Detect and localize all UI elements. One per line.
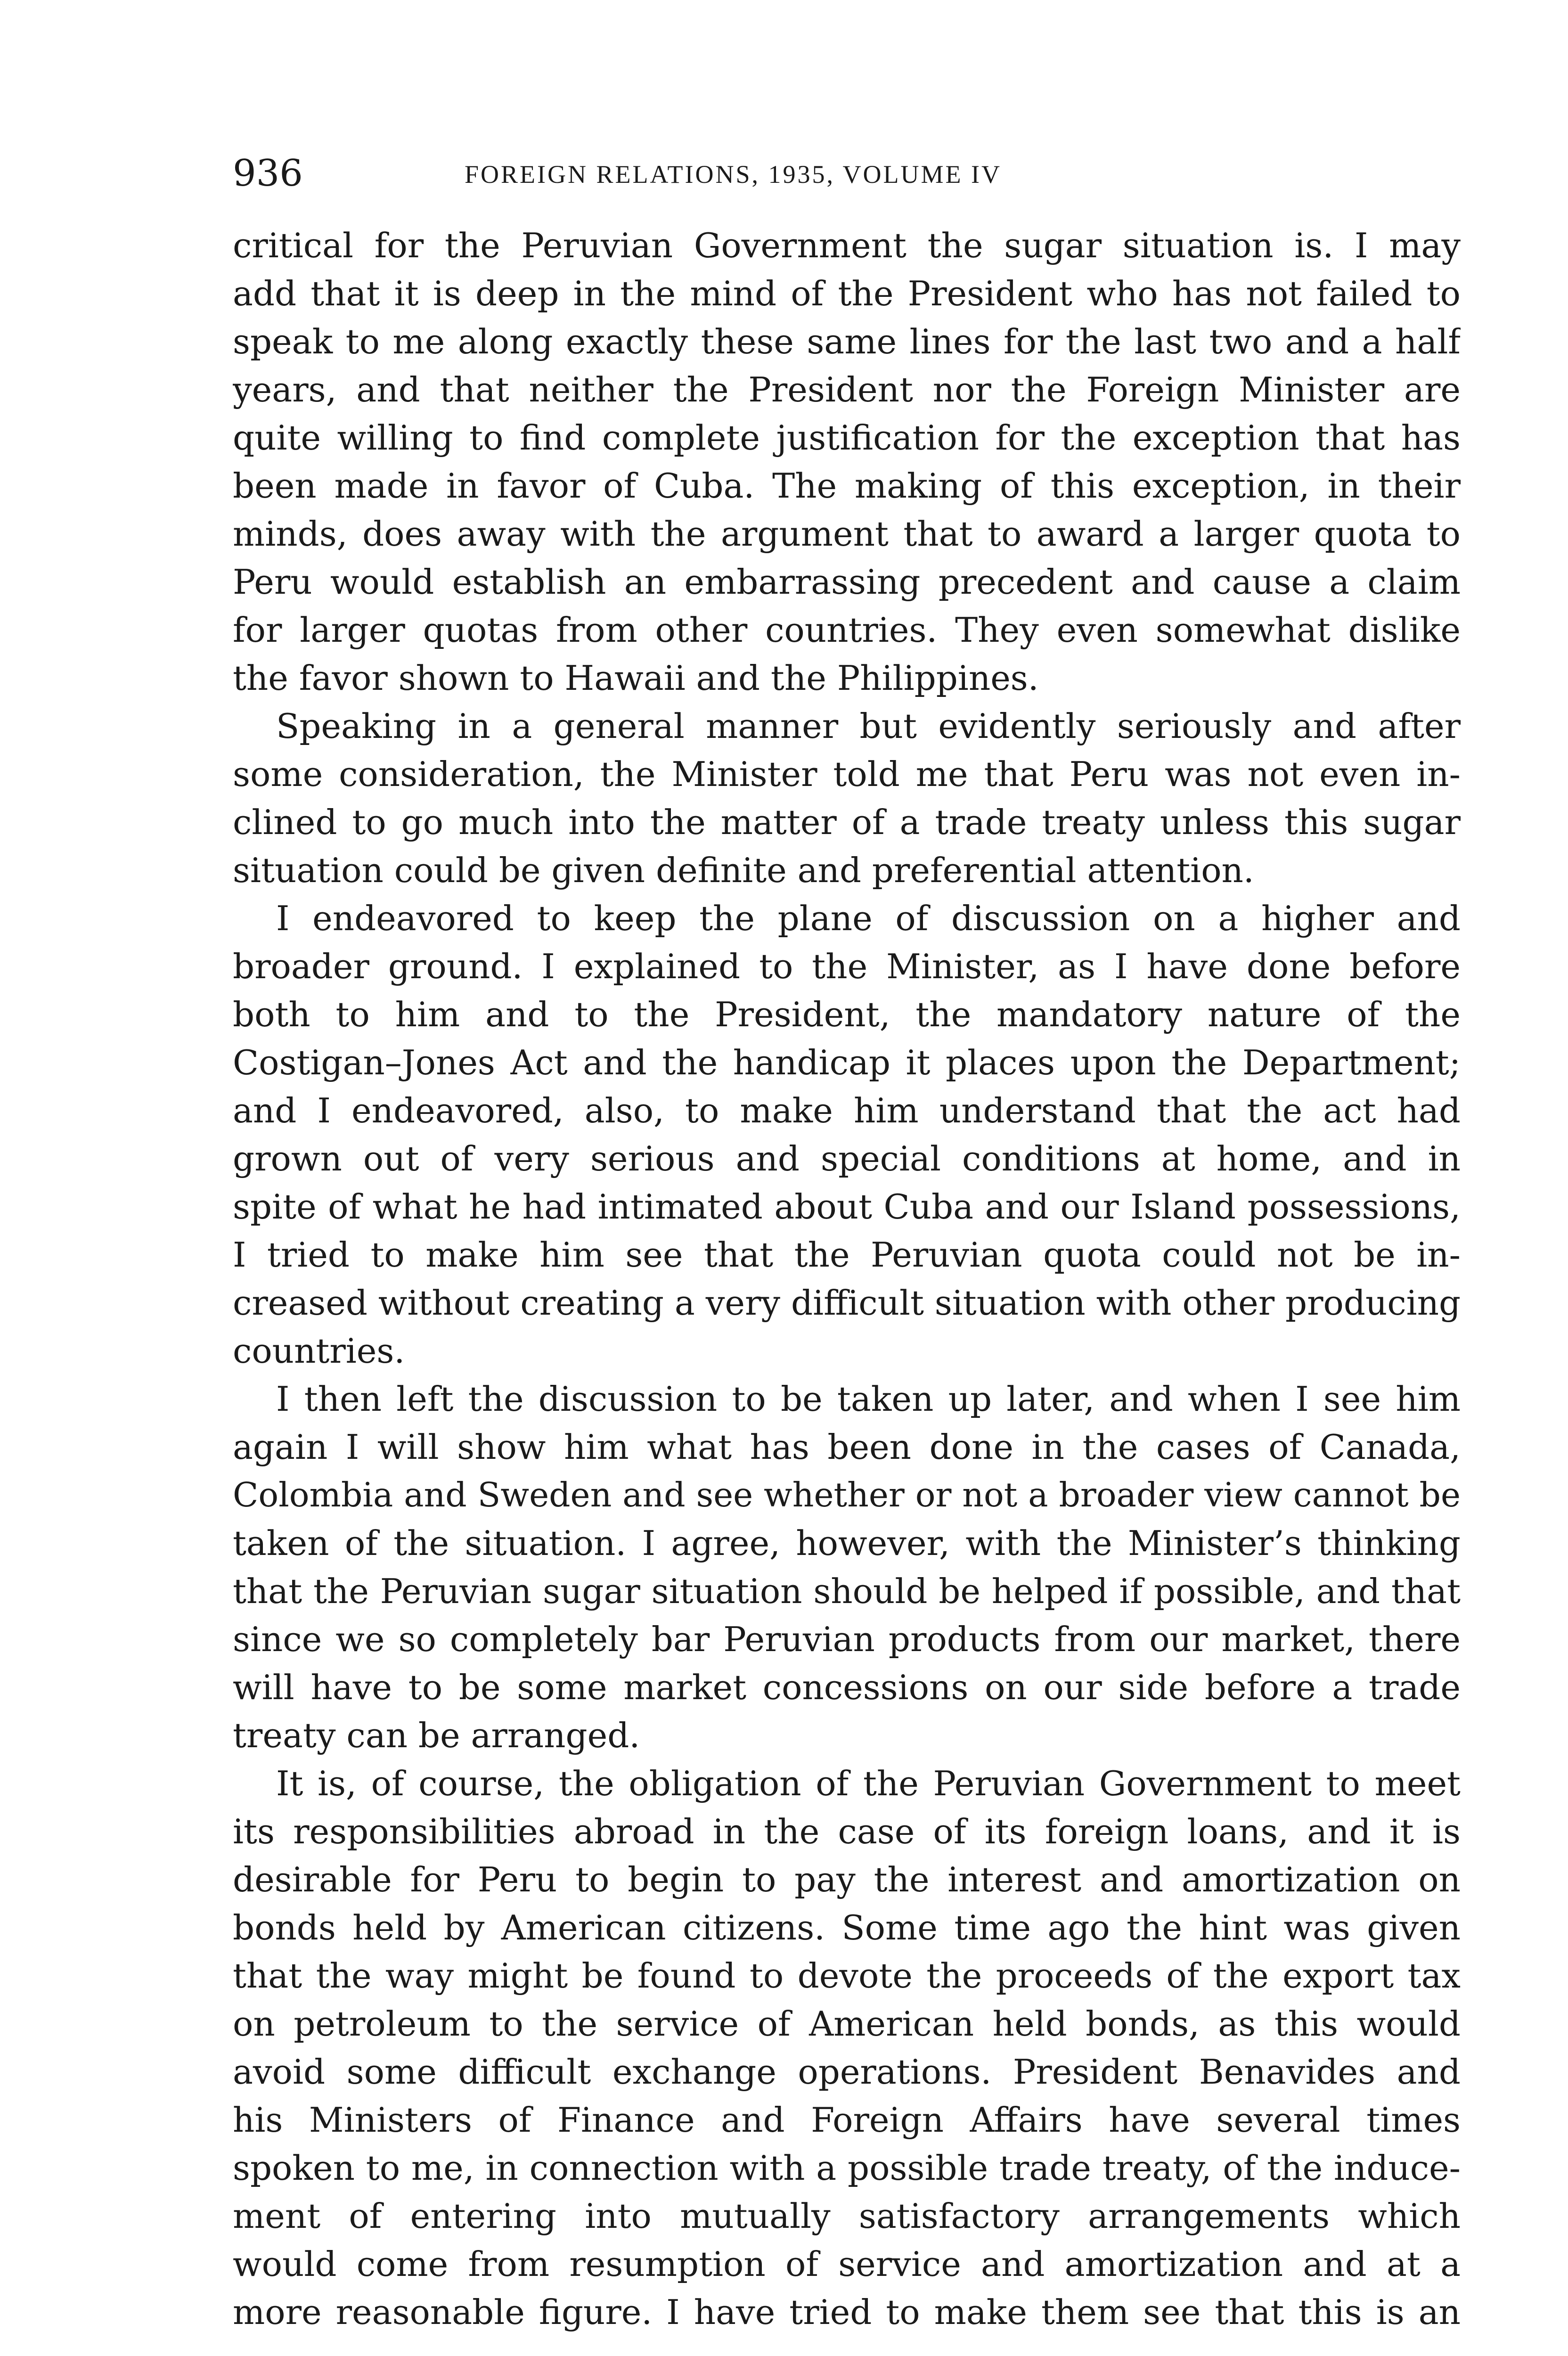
text-line: ment of entering into mutually satisfactory arrangements which	[233, 2196, 1461, 2236]
paragraph	[233, 702, 1461, 894]
text-line: creased without creating a very difficult situation with other producing	[233, 1283, 1461, 1323]
text-line: years, and that neither the President nor the Foreign Minister are	[233, 370, 1461, 409]
running-title: FOREIGN RELATIONS, 1935, VOLUME IV	[465, 160, 1002, 188]
text-line: critical for the Peruvian Government the sugar situation is. I may	[233, 226, 1461, 265]
text-line: Peru would establish an embarrassing precedent and cause a claim	[233, 562, 1461, 602]
text-line: Colombia and Sweden and see whether or not a broader view cannot be	[233, 1475, 1461, 1514]
text-line: would come from resumption of service and amortization and at a	[233, 2244, 1461, 2284]
body-text	[233, 221, 1461, 2336]
text-line: bonds held by American citizens. Some time ago the hint was given	[233, 1908, 1461, 1947]
text-line: spoken to me, in connection with a possible trade treaty, of the induce-	[233, 2148, 1461, 2188]
text-line: countries.	[233, 1331, 405, 1371]
text-line: been made in favor of Cuba. The making of this exception, in their	[233, 466, 1461, 506]
text-line: more reasonable figure. I have tried to make them see that this is an	[233, 2292, 1461, 2332]
text-line: and I endeavored, also, to make him understand that the act had	[233, 1091, 1461, 1130]
paragraph	[233, 1375, 1461, 1759]
text-line: again I will show him what has been done in the cases of Canada,	[233, 1427, 1461, 1467]
text-line: desirable for Peru to begin to pay the interest and amortization on	[233, 1860, 1461, 1899]
text-line: his Ministers of Finance and Foreign Affairs have several times	[233, 2100, 1461, 2140]
paragraph	[233, 894, 1461, 1375]
text-line: that the Peruvian sugar situation should be helped if possible, and that	[233, 1571, 1461, 1611]
text-line: will have to be some market concessions on our side before a trade	[233, 1668, 1461, 1707]
text-line: some consideration, the Minister told me that Peru was not even in-	[233, 754, 1461, 794]
text-line: I then left the discussion to be taken up later, and when I see him	[276, 1379, 1461, 1419]
text-line: add that it is deep in the mind of the President who has not failed to	[233, 274, 1461, 313]
text-line: speak to me along exactly these same lines for the last two and a half	[233, 322, 1461, 361]
text-line: quite willing to find complete justification for the exception that has	[233, 418, 1461, 458]
page-number: 936	[233, 152, 303, 195]
text-line: I endeavored to keep the plane of discussion on a higher and	[276, 899, 1461, 938]
paragraph	[233, 1759, 1461, 2336]
text-line: the favor shown to Hawaii and the Philippines.	[233, 658, 1039, 698]
text-line: It is, of course, the obligation of the Peruvian Government to meet	[276, 1764, 1461, 1803]
text-line: for larger quotas from other countries. They even somewhat dislike	[233, 610, 1461, 650]
text-line: grown out of very serious and special conditions at home, and in	[233, 1139, 1461, 1178]
text-line: avoid some difficult exchange operations. President Benavides and	[233, 2052, 1461, 2092]
text-line: that the way might be found to devote the proceeds of the export tax	[233, 1956, 1461, 1996]
text-line: Costigan–Jones Act and the handicap it places upon the Department;	[233, 1043, 1461, 1082]
text-line: clined to go much into the matter of a trade treaty unless this sugar	[233, 802, 1461, 842]
text-line: its responsibilities abroad in the case of its foreign loans, and it is	[233, 1812, 1461, 1851]
text-line: minds, does away with the argument that to award a larger quota to	[233, 514, 1461, 554]
text-line: both to him and to the President, the mandatory nature of the	[233, 995, 1461, 1034]
text-line: treaty can be arranged.	[233, 1716, 640, 1755]
text-line: taken of the situation. I agree, however, with the Minister’s thinking	[233, 1523, 1461, 1563]
text-line: situation could be given definite and preferential attention.	[233, 851, 1254, 890]
text-line: spite of what he had intimated about Cuba and our Island possessions,	[233, 1187, 1461, 1227]
text-line: since we so completely bar Peruvian products from our market, there	[233, 1620, 1461, 1659]
paragraph	[233, 221, 1461, 702]
text-line: I tried to make him see that the Peruvian quota could not be in-	[233, 1235, 1461, 1275]
text-line: on petroleum to the service of American held bonds, as this would	[233, 2004, 1461, 2044]
text-line: Speaking in a general manner but evidently seriously and after	[276, 706, 1461, 746]
text-line: broader ground. I explained to the Minister, as I have done before	[233, 947, 1461, 986]
running-head	[233, 150, 1464, 202]
